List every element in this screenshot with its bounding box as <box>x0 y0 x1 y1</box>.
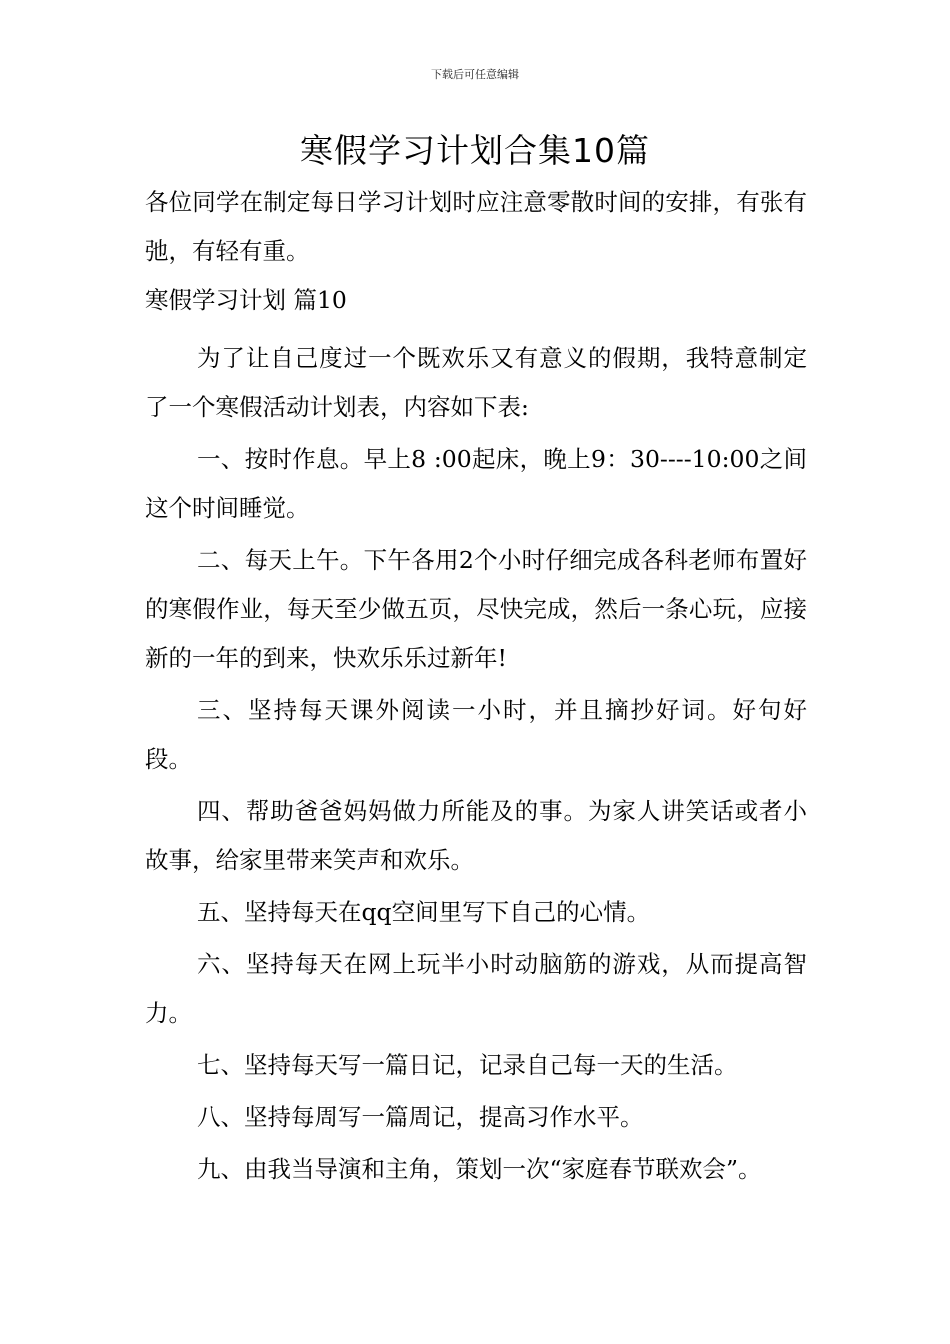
page-title: 寒假学习计划合集10篇 <box>300 131 650 170</box>
plan-item-5: 五、坚持每天在qq空间里写下自己的心情。 <box>197 898 651 926</box>
header-note: 下载后可任意编辑 <box>431 68 519 81</box>
section-heading: 寒假学习计划 篇10 <box>145 286 347 314</box>
plan-item-3: 三、坚持每天课外阅读一小时，并且摘抄好词。好句好段。 <box>145 696 807 773</box>
plan-item-1: 一、按时作息。早上8 :00起床，晚上9：30----10:00之间这个时间睡觉。 <box>145 445 807 522</box>
plan-item-8: 八、坚持每周写一篇周记，提高习作水平。 <box>197 1103 644 1131</box>
plan-item-9: 九、由我当导演和主角，策划一次“家庭春节联欢会”。 <box>197 1155 762 1183</box>
document-body <box>145 178 807 1194</box>
plan-item-2: 二、每天上午。下午各用2个小时仔细完成各科老师布置好的寒假作业，每天至少做五页，尽快完成，然后一条心玩，应接新的一年的到来，快欢乐乐过新年! <box>145 546 807 672</box>
intro-paragraph: 各位同学在制定每日学习计划时应注意零散时间的安排，有张有弛，有轻有重。 <box>145 188 807 265</box>
plan-item-7: 七、坚持每天写一篇日记，记录自己每一天的生活。 <box>197 1051 738 1079</box>
opening-paragraph: 为了让自己度过一个既欢乐又有意义的假期，我特意制定了一个寒假活动计划表，内容如下表: <box>145 344 807 421</box>
plan-item-6: 六、坚持每天在网上玩半小时动脑筋的游戏，从而提高智力。 <box>145 950 807 1027</box>
plan-item-4: 四、帮助爸爸妈妈做力所能及的事。为家人讲笑话或者小故事，给家里带来笑声和欢乐。 <box>145 797 807 874</box>
